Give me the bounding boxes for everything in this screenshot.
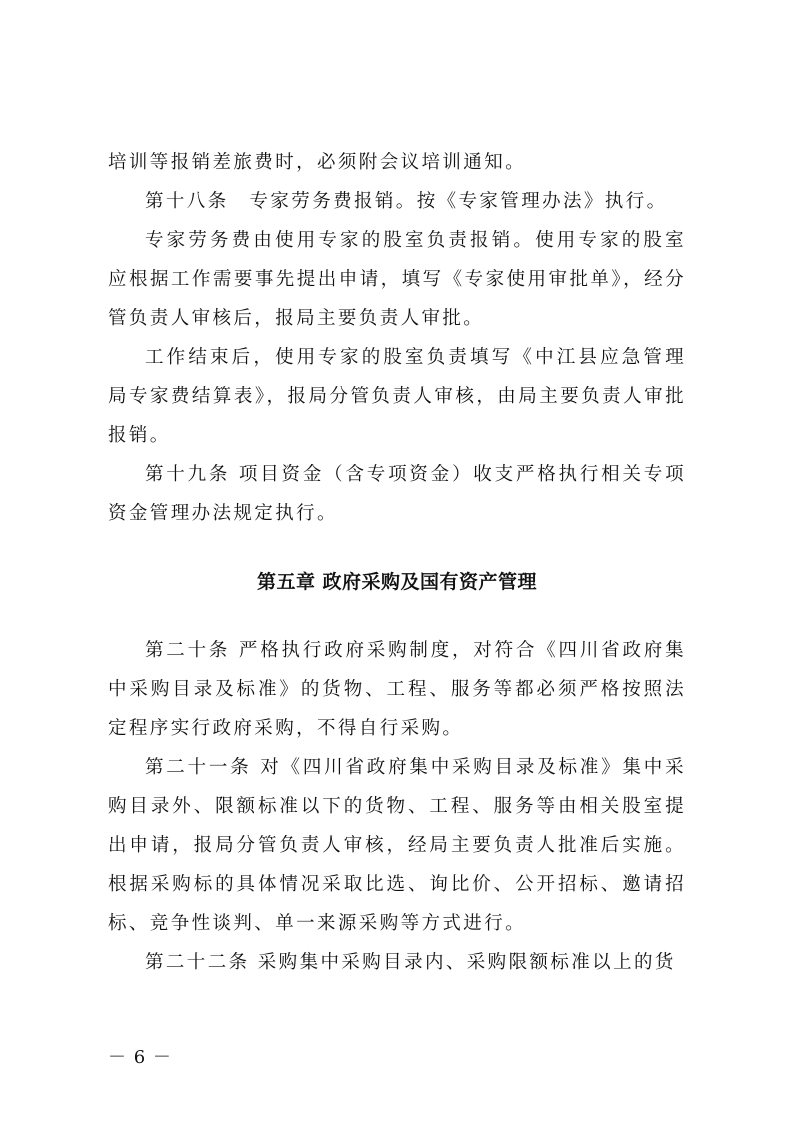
page-body bbox=[108, 143, 686, 982]
paragraph-expert-fee-settlement: 工作结束后，使用专家的股室负责填写《中江县应急管理局专家费结算表》，报局分管负责人审核，由局主要负责人审批报销。 bbox=[108, 347, 686, 446]
paragraph-article-18: 第十八条 专家劳务费报销。按《专家管理办法》执行。 bbox=[145, 191, 668, 212]
paragraph-article-22: 第二十二条 采购集中采购目录内、采购限额标准以上的货 bbox=[145, 952, 676, 973]
paragraph-article-20: 第二十条 严格执行政府采购制度，对符合《四川省政府集中采购目录及标准》的货物、工程、服务等都必须严格按照法定程序实行政府采购，不得自行采购。 bbox=[108, 640, 686, 739]
paragraph-article-21: 第二十一条 对《四川省政府集中采购目录及标准》集中采购目录外、限额标准以下的货物、工程、服务等由相关股室提出申请，报局分管负责人审核，经局主要负责人批准后实施。根据采购标的具体情况采取比选、询比价、公开招标、邀请招标、竞争性谈判、单一来源采购等方式进行。 bbox=[108, 757, 686, 934]
paragraph-expert-fee-reimbursement: 专家劳务费由使用专家的股室负责报销。使用专家的股室应根据工作需要事先提出申请，填写《专家使用审批单》，经分管负责人审核后，报局主要负责人审批。 bbox=[108, 230, 686, 329]
page-number: － 6 － bbox=[108, 1047, 172, 1068]
paragraph-article-19: 第十九条 项目资金（含专项资金）收支严格执行相关专项资金管理办法规定执行。 bbox=[108, 464, 686, 524]
chapter-title: 第五章 政府采购及国有资产管理 bbox=[256, 571, 538, 593]
paragraph-continuation: 培训等报销差旅费时，必须附会议培训通知。 bbox=[108, 152, 527, 173]
